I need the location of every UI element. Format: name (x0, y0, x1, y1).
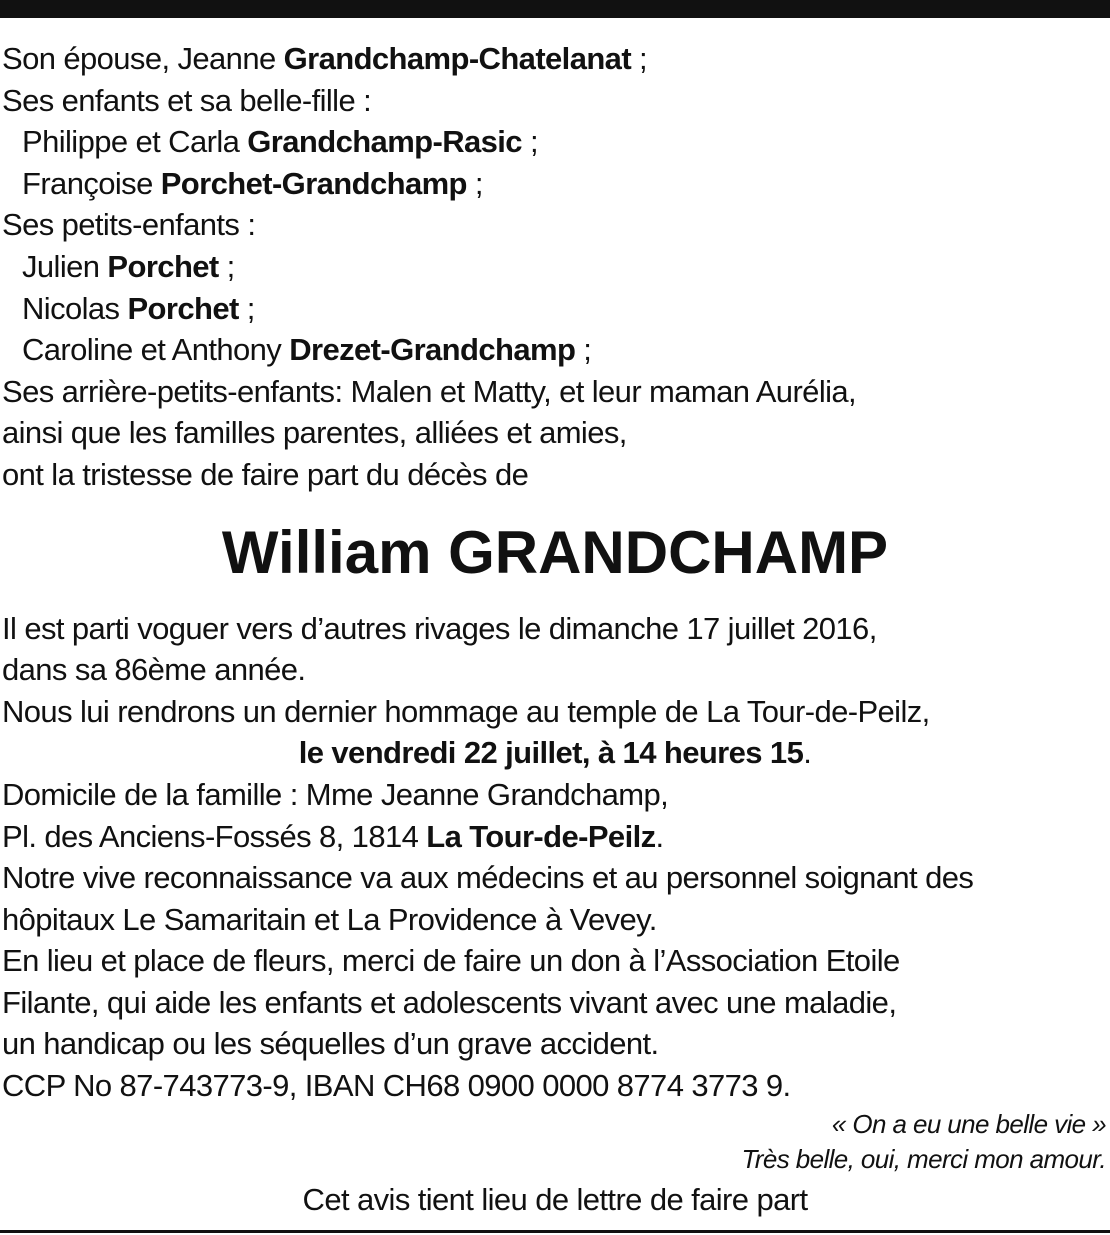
deceased-name: William GRANDCHAMP (221, 518, 889, 586)
quote-line: Très belle, oui, merci mon amour. (741, 1143, 1106, 1174)
family-line-text: ainsi que les familles parentes, alliées et amies, (2, 415, 627, 451)
ceremony-date-end: . (803, 735, 812, 771)
family-line (2, 288, 1108, 330)
donation-line: un handicap ou les séquelles d’un grave accident. (2, 1026, 659, 1062)
family-line-text: Philippe et Carla (22, 124, 248, 160)
address-line (2, 816, 1108, 858)
tribute-line: Nous lui rendrons un dernier hommage au temple de La Tour-de-Peilz, (2, 693, 930, 729)
family-line-surname: Drezet-Grandchamp (289, 332, 576, 368)
thanks-line: Notre vive reconnaissance va aux médecins et au personnel soignant des (2, 860, 974, 896)
footer-note: Cet avis tient lieu de lettre de faire part (302, 1181, 808, 1217)
family-line (2, 163, 1108, 205)
top-border-rule (0, 0, 1110, 18)
quote-line: « On a eu une belle vie » (831, 1108, 1106, 1139)
family-line-text: ont la tristesse de faire part du décès de (2, 456, 529, 492)
family-line-end: ; (238, 290, 255, 326)
donation-line: En lieu et place de fleurs, merci de faire un don à l’Association Etoile (2, 943, 900, 979)
family-line (2, 121, 1108, 163)
family-line-text: Ses petits-enfants : (2, 207, 256, 243)
family-line (2, 329, 1108, 371)
family-line (2, 80, 1108, 122)
donation-line: Filante, qui aide les enfants et adolescents vivant avec une maladie, (2, 984, 897, 1020)
family-line (2, 454, 1108, 496)
family-line-text: Nicolas (22, 290, 128, 326)
death-notice (2, 38, 1108, 1220)
departure-line: Il est parti voguer vers d’autres rivages le dimanche 17 juillet 2016, (2, 610, 877, 646)
bank-details: CCP No 87-743773-9, IBAN CH68 0900 0000 8774 3773 9. (2, 1068, 791, 1104)
age-line: dans sa 86ème année. (2, 652, 306, 688)
family-line-end: ; (575, 332, 592, 368)
family-line-end: ; (521, 124, 538, 160)
family-line-surname: Porchet-Grandchamp (160, 165, 467, 201)
family-line-end: ; (466, 165, 483, 201)
family-line-surname: Porchet (127, 290, 239, 326)
family-line-end: ; (631, 41, 648, 76)
family-line-text: Son épouse, Jeanne (2, 41, 284, 76)
family-line (2, 246, 1108, 288)
family-line (2, 204, 1108, 246)
family-line-text: Françoise (22, 165, 161, 201)
family-line-surname: Grandchamp-Rasic (247, 124, 522, 160)
family-line (2, 38, 1108, 80)
family-line-text: Caroline et Anthony (22, 332, 290, 368)
bottom-border-rule (0, 1230, 1110, 1233)
family-line-surname: Porchet (107, 248, 219, 284)
ceremony-date (2, 732, 1108, 774)
family-line-text: Ses enfants et sa belle-fille : (2, 82, 372, 118)
address-text: Pl. des Anciens-Fossés 8, 1814 (2, 818, 427, 854)
thanks-line: hôpitaux Le Samaritain et La Providence à Vevey. (2, 901, 657, 937)
family-line-end: ; (218, 248, 235, 284)
family-line-text: Ses arrière-petits-enfants: Malen et Matty, et leur maman Aurélia, (2, 373, 857, 409)
family-line (2, 371, 1108, 413)
closing-quote (2, 1107, 1108, 1177)
family-line-surname: Grandchamp-Chatelanat (283, 41, 632, 76)
ceremony-date-bold: le vendredi 22 juillet, à 14 heures 15 (298, 735, 804, 771)
family-line-text: Julien (22, 248, 108, 284)
family-line (2, 412, 1108, 454)
address-town: La Tour-de-Peilz (426, 818, 656, 854)
address-end: . (655, 818, 664, 854)
domicile-line: Domicile de la famille : Mme Jeanne Grandchamp, (2, 776, 669, 812)
